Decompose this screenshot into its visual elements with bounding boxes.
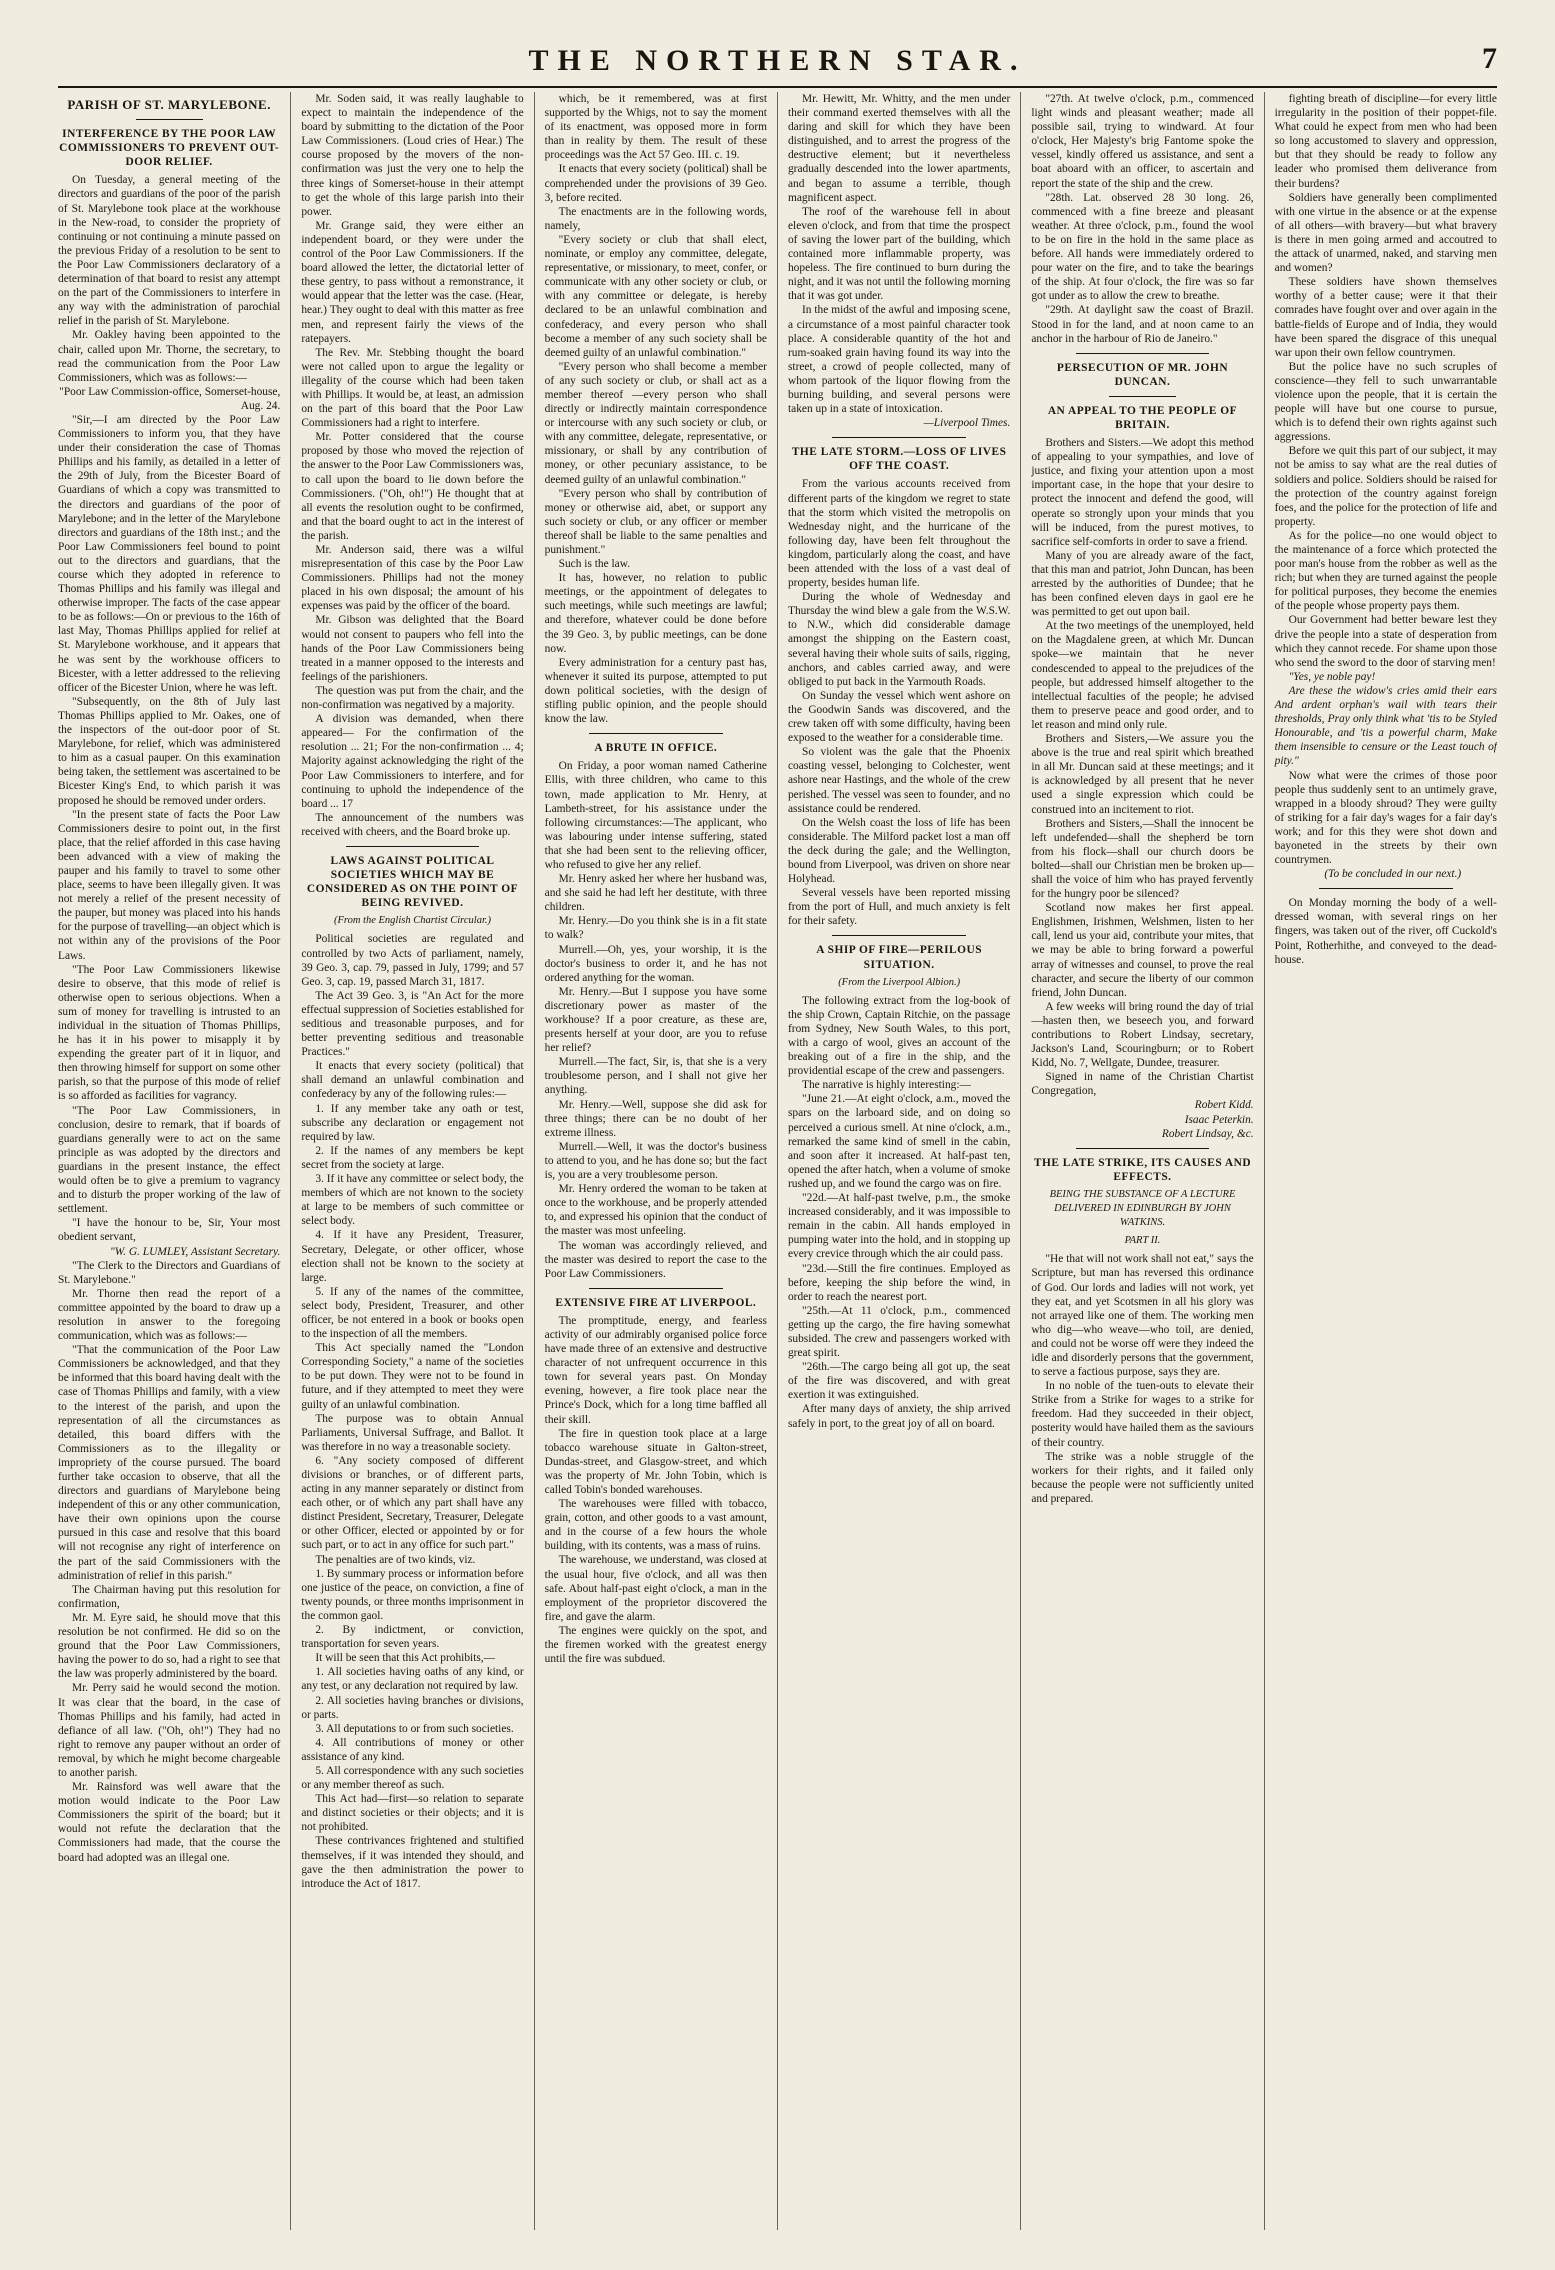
dateline: "Poor Law Commission-office, Somerset-house, Aug. 24.	[59, 385, 281, 412]
paragraph: "That the communication of the Poor Law Commissioners be acknowledged, and that they be informed that this board having dealt with the case of Thomas Phillips and family, with a view to the interest of the parish, and upon the representation of all the circumstances as detailed, this board differs with the Commissioners as to the illegality or impropriety of the course pursued. The board further take occasion to observe, that all the directors and guardians of Marylebone being independent of this or any other communication, have their own opinions upon the course pursued in this case and resolve that this board will not recognise any right of interference on the part of the said Commissioners with the administration of relief in this parish."	[58, 1344, 281, 1582]
columns	[58, 92, 1497, 2230]
paragraph: Brothers and Sisters.—We adopt this method of appealing to your sympathies, and love of justice, and fixing your attention upon a most important case, in the hope that your desire to protect the innocent and defend the good, will operate so strongly upon your minds that you will be induced, from the purest motives, to sacrifice self-comforts in order to save a friend.	[1031, 437, 1254, 548]
column-3	[534, 92, 777, 2230]
headline: A SHIP OF FIRE—PERILOUS SITUATION.	[816, 944, 983, 971]
paragraph: It has, however, no relation to public meetings, or the appointment of delegates to such meetings, while such meetings are lawful; and therefore, whatever could be done before the 39 Geo. 3, by public meetings, can be done now.	[544, 572, 767, 655]
paragraph: "27th. At twelve o'clock, p.m., commenced light winds and pleasant weather; made all possible sail, trying to windward. At four o'clock, Her Majesty's brig Fantome spoke the vessel, kindly offered us assistance, and sent a boat aboard with an officer, to ascertain and report the state of the ship and the crew.	[1031, 93, 1254, 190]
paragraph: Murrell.—Oh, yes, your worship, it is the doctor's business to order it, and he has not ordered anything for the woman.	[544, 943, 767, 984]
paragraph: Now what were the crimes of those poor people thus suddenly sent to an untimely grave, wrapped in a bloody shroud? They were guilty of striking for a fair day's wages for a fair day's work; and for this they were shot down and bayoneted in the streets by their own countrymen.	[1274, 769, 1497, 867]
paragraph: fighting breath of discipline—for every little irregularity in the position of their poppet-file. What could he expect from men who had been so long accustomed to slavery and oppression, but that they should be ready to follow any leader who promised them deliverance from their burdens?	[1274, 93, 1497, 190]
paragraph: Before we quit this part of our subject, it may not be amiss to say what are the real duties of soldiers and police. Soldiers should be raised for the protection of the country against foreign foes, and the police for the protection of life and property.	[1274, 445, 1497, 528]
paragraph: Mr. Thorne then read the report of a committee appointed by the board to draw up a resolution in answer to the foregoing communication, which was as follows:—	[58, 1287, 281, 1343]
paragraph: Scotland now makes her first appeal. Englishmen, Irishmen, Welshmen, listen to her call, lend us your aid, contribute your mites, that we may be able to bring forward a powerful array of witnesses and counsel, to prove the real character, and secure the liberty of our common friend, John Duncan.	[1031, 902, 1254, 999]
divider	[346, 846, 479, 847]
paragraph: On the Welsh coast the loss of life has been considerable. The Milford packet lost a man off the deck during the gale; and the Wellington, bound from Liverpool, was driven on shore near Holyhead.	[787, 816, 1011, 886]
paragraph: "22d.—At half-past twelve, p.m., the smoke increased considerably, and it was impossible to remain in the cabin. All hands employed in pumping water into the hold, and in stopping up every crevice through which the air could pass.	[787, 1192, 1011, 1261]
paragraph: "Every society or club that shall elect, nominate, or employ any committee, delegate, representative, or missionary, to meet, confer, or communicate with any other society or club, or with any committee or delegate, is hereby declared to be an unlawful combination and confederacy, and every person who shall become a member of any such society shall be deemed guilty of an unlawful combination."	[544, 233, 767, 359]
paragraph: "25th.—At 11 o'clock, p.m., commenced getting up the cargo, the fire having somewhat subsided. The crew and passengers worked with great spirit.	[787, 1304, 1011, 1360]
paragraph: Mr. Hewitt, Mr. Whitty, and the men under their command exerted themselves with all the daring and skill for which they have been distinguished, and to arrest the progress of the destructive element; but it nevertheless gradually descended into the lower apartments, and began to assume a terrible, though magnificent aspect.	[787, 93, 1011, 204]
paragraph: This Act specially named the "London Corresponding Society," a name of the societies to be put down. They were not to be found in future, and if they attempted to meet they were guilty of an unlawful combination.	[301, 1342, 524, 1411]
paragraph: The announcement of the numbers was received with cheers, and the Board broke up.	[301, 811, 524, 838]
paragraph: "The Poor Law Commissioners, in conclusion, desire to remark, that if boards of guardians generally were to act on the same principle as was adopted by the directors and guardians in the present instance, the effect would often be to give a premium to vagrancy and to disturb the proper working of the law of settlement.	[58, 1104, 281, 1216]
page-number: 7	[1482, 42, 1497, 75]
paragraph: The Chairman having put this resolution for confirmation,	[58, 1583, 281, 1610]
headline: PARISH OF ST. MARYLEBONE.	[67, 97, 271, 112]
paragraph: 4. If it have any President, Treasurer, Secretary, Delegate, or other officer, whose election shall not be known to the society at large.	[301, 1229, 524, 1284]
paragraph: The woman was accordingly relieved, and the master was desired to report the case to the Poor Law Commissioners.	[544, 1239, 767, 1280]
paragraph: The question was put from the chair, and the non-confirmation was negatived by a majority.	[301, 684, 524, 712]
paragraph: Mr. Henry ordered the woman to be taken at once to the workhouse, and be properly attended to, and expressed his opinion that the conduct of the master was most unfeeling.	[544, 1183, 767, 1238]
paragraph: From the various accounts received from different parts of the kingdom we regret to state that the storm which visited the metropolis on Wednesday night, and the hurricane of the following day, have been felt throughout the kingdom, particularly along the coast, and have been attended with the loss of a vast deal of property, besides human life.	[787, 478, 1011, 590]
paragraph: Mr. Potter considered that the course proposed by those who moved the rejection of the answer to the Poor Law Commissioners was, to call upon the board to lie down before the Commissioners. ("Oh, oh!") He thought that at all events the resolution ought to be confirmed, and that the board ought to act in the interest of the parish.	[301, 431, 524, 542]
paragraph: Political societies are regulated and controlled by two Acts of parliament, namely, 39 Geo. 3, cap. 79, passed in July, 1799; and 57 Geo. 3, cap. 19, passed March 31, 1817.	[301, 933, 524, 988]
signature: Isaac Peterkin.	[1184, 1113, 1254, 1126]
column-2	[290, 92, 533, 2230]
paragraph: Several vessels have been reported missing from the port of Hull, and much anxiety is felt for their safety.	[787, 887, 1011, 928]
continued-note: (To be concluded in our next.)	[1324, 868, 1462, 881]
paragraph: "The Poor Law Commissioners likewise desire to observe, that this mode of relief is otherwise open to serious objections. When a sum of money for travelling is intrusted to an individual in the situation of Thomas Phillips, he has it in his power to misapply it by expending the greater part of it in liquor, and then throwing himself for support on some other parish, so that the purpose of this mode of relief is so afforded as facilities for vagrancy.	[58, 963, 281, 1103]
source-note: (From the English Chartist Circular.)	[333, 915, 491, 927]
paragraph: "26th.—The cargo being all got up, the seat of the fire was discovered, and with great exertion it was extinguished.	[787, 1361, 1011, 1402]
paragraph: The engines were quickly on the spot, and the firemen worked with the greatest energy until the fire was subdued.	[544, 1624, 767, 1666]
paragraph: Signed in name of the Christian Chartist Congregation,	[1031, 1071, 1254, 1098]
divider	[1319, 888, 1452, 889]
paragraph: The warehouses were filled with tobacco, grain, cotton, and other goods to a vast amount, and in the course of a few hours the whole building, with its contents, was a mass of ruins.	[544, 1498, 767, 1553]
paragraph: Mr. Rainsford was well aware that the motion would indicate to the Poor Law Commissioners the spirit of the board; but it would not refute the declaration that the Commissioners had made, that the course the board had adopted was an illegal one.	[58, 1781, 281, 1864]
paragraph: "29th. At daylight saw the coast of Brazil. Stood in for the land, and at noon came to an anchor in the harbour of Rio de Janeiro."	[1031, 304, 1254, 345]
paragraph: Murrell.—Well, it was the doctor's business to attend to you, and he has done so; but the fact is, you are a very troublesome person.	[544, 1140, 767, 1182]
column-4	[777, 92, 1020, 2230]
paragraph: Every administration for a century past has, whenever it suited its purpose, attempted to put down political societies, with the design of stifling public opinion, and the people should know the law.	[544, 656, 767, 726]
paragraph: 5. All correspondence with any such societies or any member thereof as such.	[301, 1764, 524, 1792]
paragraph: 2. If the names of any members be kept secret from the society at large.	[301, 1144, 524, 1171]
paragraph: "I have the honour to be, Sir, Your most obedient servant,	[58, 1217, 281, 1244]
headline: PERSECUTION OF MR. JOHN DUNCAN.	[1056, 361, 1229, 388]
paragraph: Mr. Oakley having been appointed to the chair, called upon Mr. Thorne, the secretary, to read the communication from the Poor Law Commissioners, which was as follows:—	[58, 329, 281, 384]
paragraph: Mr. Grange said, they were either an independent board, or they were under the control of the Poor Law Commissioners. If the board allowed the letter, the dictatorial letter of these gentry, to pass without a remonstrance, it would appear that the letter was the case. (Hear, hear.) They ought to deal with this matter as free men, and represent fairly the views of the ratepayers.	[301, 219, 524, 345]
divider	[1076, 1148, 1209, 1149]
headline: AN APPEAL TO THE PEOPLE OF BRITAIN.	[1047, 404, 1238, 431]
paragraph: The roof of the warehouse fell in about eleven o'clock, and from that time the prospect of saving the lower part of the building, which contained more inflammable property, was hopeless. The fire continued to burn during the night, and it was not until the following morning that it was got under.	[787, 205, 1011, 303]
paragraph: It enacts that every society (political) that shall demand an unlawful combination and confederacy by any of the following rules:—	[301, 1060, 524, 1101]
column-1	[58, 92, 290, 2230]
paragraph: But the police have no such scruples of conscience—they fell to such unwarrantable violence upon the people, that it is certain the people will have but one course to pursue, which is to defend their own rights against such aggressions.	[1274, 360, 1497, 444]
paragraph: The narrative is highly interesting:—	[801, 1079, 971, 1092]
paragraph: Such is the law.	[558, 558, 631, 571]
headline: A BRUTE IN OFFICE.	[594, 742, 718, 755]
subheading: PART II.	[1124, 1235, 1161, 1247]
column-6	[1264, 92, 1497, 2230]
paragraph: During the whole of Wednesday and Thursday the wind blew a gale from the W.S.W. to N.W., which did considerable damage amongst the shipping on the Eastern coast, several having their whole suits of sails, rigging, anchors, and cables carried away, and were obliged to put back in the Yarmouth Roads.	[787, 591, 1011, 688]
source-note: (From the Liverpool Albion.)	[838, 976, 961, 988]
paragraph: 2. By indictment, or conviction, transportation for seven years.	[301, 1624, 524, 1651]
paragraph: The following extract from the log-book of the ship Crown, Captain Ritchie, on the passage from Sydney, New South Wales, to this port, with a cargo of wool, gives an account of the breaking out of a fire in the ship, and the providential escape of the crew and passengers.	[787, 994, 1011, 1078]
divider	[832, 935, 965, 936]
paragraph: The strike was a noble struggle of the workers for their rights, and it failed only because the people were not sufficiently united and prepared.	[1031, 1450, 1254, 1505]
paragraph: "Subsequently, on the 8th of July last Thomas Phillips applied to Mr. Oakes, one of the inspectors of the out-door poor of St. Marylebone, for relief, which was administered to him as a casual pauper. On this examination being taken, the settlement was ascertained to be Bicester King's End, to which parish it was proposed he should be removed under orders.	[58, 695, 281, 807]
paragraph: which, be it remembered, was at first supported by the Whigs, not to say the moment of its enactment, was opposed more in form than in reality by them. The result of these proceedings was the Act 57 Geo. III. c. 19.	[544, 93, 767, 162]
paragraph: "Every person who shall become a member of any such society or club, or shall act as a member thereof —every person who shall directly or indirectly maintain correspondence or intercourse with any such society or club, or with any committee, delegate, representative, or missionary, or shall by any contribution of money, or other pecuniary assistance, to be deemed guilty of an unlawful combination."	[544, 360, 767, 486]
verse: Are these the widow's cries amid their ears And ardent orphan's wail with tears their thresholds, Pray only think what 'tis to be Styled Honourable, and 'tis a powerful charm, Make them insensible to censure or the Least touch of pity."	[1274, 684, 1497, 768]
divider	[589, 733, 722, 734]
paragraph: "June 21.—At eight o'clock, a.m., moved the spars on the larboard side, and on doing so perceived a curious smell. At nine o'clock, a.m., remarked the same kind of smell in the cabin, and soon after it increased. At half-past ten, opened the after hatch, when a volume of smoke rushed up, and we found the cargo was on fire.	[787, 1093, 1011, 1190]
paragraph: "Sir,—I am directed by the Poor Law Commissioners to inform you, that they have under their consideration the case of Thomas Phillips and his family, as detailed in a letter of the 29th of July, from the Bicester Board of Guardians of which a copy was transmitted to the directors and guardians of the poor of Marylebone; and in the letter of the Marylebone directors and guardians of the 18th inst.; and the Poor Law Commissioners feel bound to point out to the directors and guardians, that the course which they adopted in reference to Thomas Phillips and his family was illegal and otherwise improper. The facts of the case appear to be as follows:—On or previous to the 16th of last May, Thomas Phillips applied for relief at St. Marylebone workhouse, and it appears that he was sent by the workhouse officers to Bicester, with a letter addressed to the relieving officer of the Bicester Union, where he was left.	[58, 413, 281, 694]
paragraph: 4. All contributions of money or other assistance of any kind.	[301, 1736, 524, 1763]
paragraph: Our Government had better beware lest they drive the people into a state of desperation from which they cannot recede. For shame upon those who send the sword to the door of starving men!	[1274, 614, 1497, 669]
paragraph: "28th. Lat. observed 28 30 long. 26, commenced with a fine breeze and pleasant weather. At three o'clock, p.m., found the wool to be on fire in the hold in the same place as before. All hands were immediately ordered to pour water on the fire, and to take the bearings of the ship. At four o'clock, the fire was so far got under as to allow the crew to breathe.	[1031, 191, 1254, 303]
signature: Robert Kidd.	[1194, 1099, 1254, 1112]
paragraph: Mr. Henry.—But I suppose you have some discretionary power as master of the workhouse? If a poor creature, as these are, presents herself at your door, are you to refuse her relief?	[544, 985, 767, 1055]
paragraph: On Friday, a poor woman named Catherine Ellis, with three children, who came to this town, made application to Mr. Henry, at Lambeth-street, for his assistance under the following circumstances:—The applicant, who was labouring under intense suffering, stated that she had been sent to the relieving officer, who refused to give her any relief.	[544, 760, 767, 871]
paragraph: Mr. Henry.—Well, suppose she did ask for three things; there can be no doubt of her extreme illness.	[544, 1098, 767, 1139]
headline: INTERFERENCE BY THE POOR LAW COMMISSIONERS TO PREVENT OUT-DOOR RELIEF.	[59, 128, 280, 169]
divider	[832, 437, 965, 438]
paragraph: On Sunday the vessel which went ashore on the Goodwin Sands was discovered, and the crew taken off with some difficulty, having been exposed to the weather for a considerable time.	[787, 689, 1011, 745]
paragraph: Many of you are already aware of the fact, that this man and patriot, John Duncan, has been arrested by the authorities of Dundee; that he has been confined eleven days in gaol ere he was permitted to get out upon bail.	[1031, 549, 1254, 619]
divider	[1076, 353, 1209, 354]
masthead	[58, 40, 1497, 88]
paragraph: 2. All societies having branches or divisions, or parts.	[301, 1694, 524, 1721]
paragraph: Murrell.—The fact, Sir, is, that she is a very troublesome person, and I shall not give her anything.	[544, 1056, 767, 1097]
headline: EXTENSIVE FIRE AT LIVERPOOL.	[555, 1296, 757, 1309]
paragraph: This Act had—first—so relation to separate and distinct societies or their objects; and it is not prohibited.	[301, 1793, 524, 1834]
paragraph: Mr. Anderson said, there was a wilful misrepresentation of this case by the Poor Law Commissioners. Phillips had not the money placed in his own disposal; the amount of his expenses was paid by the officer of the board.	[301, 544, 524, 613]
paragraph: Mr. Perry said he would second the motion. It was clear that the board, in the case of Thomas Phillips and his family, had acted in defiance of all law. ("Oh, oh!") They had no right to remove any pauper without an order of removal, by which he might become chargeable to another parish.	[58, 1682, 281, 1779]
subheading: BEING THE SUBSTANCE OF A LECTURE DELIVERED IN EDINBURGH BY JOHN WATKINS.	[1049, 1188, 1236, 1229]
paragraph: The enactments are in the following words, namely,	[544, 205, 767, 232]
paragraph: As for the police—no one would object to the maintenance of a force which protected the poor man's house from the robber as well as the rich; but when they are turned against the people for political purposes, they become the enemies of the people whose property pays them.	[1274, 529, 1497, 613]
newspaper-title: THE NORTHERN STAR.	[528, 44, 1027, 77]
paragraph: 1. If any member take any oath or test, subscribe any declaration or engagement not required by law.	[301, 1102, 524, 1143]
divider	[589, 1288, 722, 1289]
paragraph: "He that will not work shall not eat," says the Scripture, but man has reversed this ordinance of God. Our lords and ladies will not work, yet they eat, and yet Scotsmen in all his glory was not arrayed like one of them. The working men who dig—who weave—who toil, are denied, and could not be worse off were they indeed the idle and disorderly persons that the government, to serve a factious purpose, says they are.	[1031, 1253, 1254, 1379]
column-5	[1020, 92, 1263, 2230]
paragraph: 6. "Any society composed of different divisions or branches, or of different parts, acting in any manner separately or distinct from each other, or of which any part shall have any distinct President, Secretary, Treasurer, Delegate or other Officer, elected or appointed by or for such part, or to act in any office for such part."	[301, 1454, 524, 1552]
divider	[136, 119, 203, 120]
source-note: —Liverpool Times.	[923, 417, 1011, 430]
paragraph: At the two meetings of the unemployed, held on the Magdalene green, at which Mr. Duncan spoke—we maintain that he never condescended to appeal to the prejudices of the people, but addressed himself altogether to the intellectual faculties of the people; he advised them to preserve peace and good order, and to let reason and mind only rule.	[1031, 620, 1254, 731]
paragraph: After many days of anxiety, the ship arrived safely in port, to the great joy of all on board.	[787, 1403, 1011, 1430]
paragraph: "Every person who shall by contribution of money or otherwise aid, abet, or support any such society or club, or any officer or member thereof shall be liable to the same penalties and punishment."	[544, 487, 767, 556]
paragraph: It enacts that every society (political) shall be comprehended under the provisions of 39 Geo. 3, before recited.	[544, 163, 767, 204]
paragraph: Brothers and Sisters,—We assure you the above is the true and real spirit which breathed in all Mr. Duncan said at these meetings; and it is acknowledged by all present that he never used a single expression which could be construed into an incitement to riot.	[1031, 733, 1254, 816]
paragraph: The Act 39 Geo. 3, is "An Act for the more effectual suppression of Societies established for seditious and treasonable purposes, and for better preventing seditious and treasonable Practices."	[301, 989, 524, 1059]
headline: THE LATE STORM.—LOSS OF LIVES OFF THE COAST.	[791, 446, 1007, 473]
paragraph: The promptitude, energy, and fearless activity of our admirably organised police force have made three of an extensive and destructive character of not unfrequent occurrence in this town for several years past. On Monday evening, however, a fire took place near the Prince's Dock, which for a long time baffled all their skill.	[544, 1314, 767, 1426]
paragraph: A division was demanded, when there appeared— For the confirmation of the resolution ... 21; For the non-confirmation ... 4; Majority against acknowledging the right of the Poor Law Commissioners to interfere, and for continuing to uphold the independence of the board ... 17	[301, 713, 524, 810]
headline: LAWS AGAINST POLITICAL SOCIETIES WHICH MAY BE CONSIDERED AS ON THE POINT OF BEING REVIVED.	[306, 854, 519, 910]
paragraph: Brothers and Sisters,—Shall the innocent be left undefended—shall the shepherd be torn from his flock—shall our church doors be bolted—shall our Christian men be broken up—shall the voice of him who has prayed fervently for the hungry poor be silenced?	[1031, 817, 1254, 901]
paragraph: Mr. Henry asked her where her husband was, and she said he had left her destitute, with three children.	[544, 873, 767, 914]
paragraph: In no noble of the tuen-outs to elevate their Strike from a Strike for wages to a strike for freedom. Had they succeeded in their object, posterity would have hailed them as the saviours of their country.	[1031, 1380, 1254, 1449]
paragraph: On Tuesday, a general meeting of the directors and guardians of the poor of the parish of St. Marylebone took place at the workhouse in the New-road, to consider the propriety of continuing or not continuing a minute passed on the previous Friday of a resolution to be sent to the Poor Law Commissioners declaratory of a determination of that board to resist any attempt on the part of the Commissioners to interfere in any way with the administration of parochial relief in the parish of St. Marylebone.	[58, 174, 281, 328]
paragraph: 1. By summary process or information before one justice of the peace, on conviction, a fine of twenty pounds, or three months imprisonment in the common gaol.	[301, 1567, 524, 1622]
paragraph: So violent was the gale that the Phoenix coasting vessel, belonging to Colchester, went ashore near Hastings, and the whole of the crew perished. The vessel was seen to founder, and no assistance could be rendered.	[787, 746, 1011, 815]
paragraph: Mr. Soden said, it was really laughable to expect to maintain the independence of the board by submitting to the dictation of the Poor Law Commissioners. (Loud cries of Hear.) The course proposed by the movers of the non-confirmation was just the very one to help the three kings of Somerset-house in their attempt to get the whole of this large parish into their power.	[301, 93, 524, 218]
paragraph: 3. All deputations to or from such societies.	[315, 1722, 514, 1735]
paragraph: "23d.—Still the fire continues. Employed as before, keeping the ship before the wind, in order to reach the nearest port.	[787, 1262, 1011, 1303]
paragraph: On Monday morning the body of a well-dressed woman, with several rings on her fingers, was taken out of the river, off Cuckold's Point, Rotherhithe, and conveyed to the dead-house.	[1274, 897, 1497, 966]
paragraph: 3. If it have any committee or select body, the members of which are not known to the society at large to be members of such committee or select body.	[301, 1173, 524, 1228]
paragraph: The purpose was to obtain Annual Parliaments, Universal Suffrage, and Ballot. It was therefore in no way a treasonable society.	[301, 1412, 524, 1453]
paragraph: "In the present state of facts the Poor Law Commissioners desire to point out, in the first place, that the relief afforded in this case having been advanced with a view of making the pauper and his family to travel to some other place, seems to have been illegally given. It was not merely a relief of the present necessity of the pauper, but money was placed into his hands for the purpose of travelling—an object which is not within any of the provisions of the Poor Laws.	[58, 808, 281, 962]
paragraph: "The Clerk to the Directors and Guardians of St. Marylebone."	[58, 1259, 281, 1286]
paragraph: The Rev. Mr. Stebbing thought the board were not called upon to argue the legality or illegality of the course which had been taken with Phillips. It would be, at least, an admission on the part of this board that the Poor Law Commissioners had a right to interfere.	[301, 346, 524, 430]
divider	[1109, 396, 1176, 397]
paragraph: 1. All societies having oaths of any kind, or any test, or any declaration not required by law.	[301, 1666, 524, 1693]
paragraph: A few weeks will bring round the day of trial—hasten then, we beseech you, and forward contributions to Robert Lindsay, secretary, Jackson's Land, Scouringburn; or to Robert Kidd, No. 7, Wellgate, Dundee, treasurer.	[1031, 1000, 1254, 1070]
paragraph: These contrivances frightened and stultified themselves, if it was intended they should, and gave the then administration the power to introduce the Act of 1817.	[301, 1835, 524, 1890]
paragraph: Mr. Henry.—Do you think she is in a fit state to walk?	[544, 915, 767, 942]
signature: Robert Lindsay, &c.	[1161, 1127, 1254, 1140]
paragraph: In the midst of the awful and imposing scene, a circumstance of a most painful character took place. A considerable quantity of the hot and rum-soaked grain having found its way into the street, a crowd of people collected, many of whom partook of the liquor flowing from the burning building, and several persons were taken up in a state of intoxication.	[787, 304, 1011, 416]
verse: "Yes, ye noble pay!	[1288, 670, 1376, 683]
paragraph: Mr. M. Eyre said, he should move that this resolution be not confirmed. He did so on the ground that the Poor Law Commissioners, having the power to do so, had a right to see that the law was properly administered by the board.	[58, 1611, 281, 1681]
headline: THE LATE STRIKE, ITS CAUSES AND EFFECTS.	[1033, 1156, 1252, 1183]
paragraph: These soldiers have shown themselves worthy of a better cause; were it that their comrades have fought over and over again in the battle-fields of Europe and of India, they would have been spared the disgrace of this unequal war upon their own fellow countrymen.	[1274, 276, 1497, 359]
paragraph: 5. If any of the names of the committee, select body, President, Treasurer, and other officer, be not entered in a book or books open to the inspection of all the members.	[301, 1285, 524, 1341]
paragraph: It will be seen that this Act prohibits,—	[315, 1652, 496, 1665]
paragraph: Soldiers have generally been complimented with one virtue in the absence or at the expense of all others—with bravery—but what bravery is there in men going armed and accoutred to the attack of unarmed, naked, and starving men and women?	[1274, 191, 1497, 275]
signature: "W. G. LUMLEY, Assistant Secretary.	[109, 1245, 281, 1258]
paragraph: The penalties are of two kinds, viz.	[315, 1553, 476, 1566]
paragraph: The fire in question took place at a large tobacco warehouse situate in Galton-street, Dundas-street, and Glasgow-street, and which was the property of Mr. John Tobin, which is called Tobin's bonded warehouses.	[544, 1427, 767, 1496]
paragraph: The warehouse, we understand, was closed at the usual hour, five o'clock, and all was then safe. About half-past eight o'clock, a man in the employment of the proprietor discovered the fire, and gave the alarm.	[544, 1554, 767, 1623]
paragraph: Mr. Gibson was delighted that the Board would not consent to paupers who fell into the hands of the Poor Law Commissioners being treated in a manner opposed to the interests and feelings of the parishioners.	[301, 614, 524, 683]
